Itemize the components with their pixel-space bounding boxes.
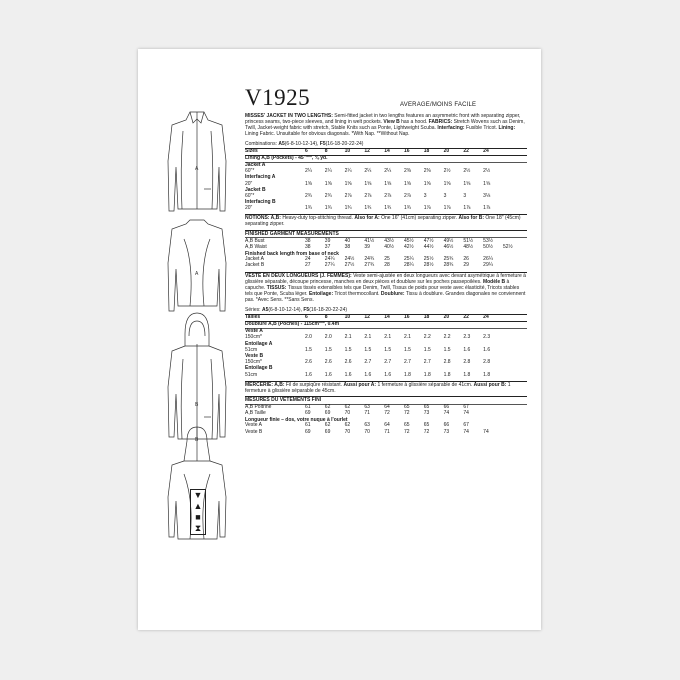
pattern-info	[245, 114, 527, 436]
english-finished-row-cell: 46½	[443, 243, 454, 250]
english-sizes-row-cell: 14	[384, 147, 390, 154]
english-sizes-row-cell: 20	[443, 147, 450, 154]
french-sizes-row-cell: 8	[324, 313, 328, 320]
pattern-envelope-back	[138, 49, 541, 630]
french-finished-row-label: A,B Taille	[245, 409, 266, 416]
fr-description-title: VESTE EN DEUX LONGUEURS (J. FEMMES):	[245, 273, 352, 280]
french-yardage-row-cell: 2.6	[305, 359, 312, 366]
english-sizes-row-cell: 12	[364, 147, 370, 154]
english-finished-row-cell: 49½	[443, 237, 454, 244]
english-yardage-row-cell: 2½	[463, 168, 471, 175]
mercerie-b-text: 1 fermeture à glissière séparable de 45cm.	[245, 381, 511, 394]
french-back-length-title: Longueur finie – dos, votre nuque à l'ourlet	[245, 417, 348, 424]
english-back-length-row-cell: 29¼	[483, 262, 493, 269]
english-sizes-row-cell: 22	[463, 147, 469, 154]
notions-also-b: Also for B:	[458, 215, 485, 222]
english-back-length-row-cell: 28½	[423, 262, 434, 269]
english-notions	[245, 214, 527, 228]
french-yardage-row-cell: 1.8	[443, 371, 451, 378]
french-mercerie	[245, 381, 527, 395]
french-yardage-row	[245, 348, 527, 354]
french-yardage-row-cell: 1.6	[324, 371, 332, 378]
english-yardage-row-cell: 1⅝	[423, 180, 431, 187]
french-yardage-row-cell: 1.5	[423, 346, 431, 353]
french-sizes-row-label: Tailles	[245, 313, 261, 320]
english-yardage-row-cell: 2⅞	[344, 192, 352, 199]
english-yardage-row-cell: 1⅝	[403, 180, 411, 187]
french-back-length-row-cell: 66	[443, 422, 450, 429]
english-yardage-name-label: Jacket A	[245, 162, 266, 169]
english-finished-row-cell: 39	[324, 237, 331, 244]
french-yardage-name-label: Veste A	[245, 328, 263, 335]
english-sizes-row-cell: 6	[305, 147, 308, 154]
english-yardage-row-cell: 1¾	[344, 205, 352, 212]
french-yardage-row-cell: 1.5	[324, 346, 332, 353]
english-yardage-row-cell: 2¼	[364, 168, 372, 175]
french-yardage-name-label: Entoilage B	[245, 365, 273, 372]
fr-modele-b-text: à capuche.	[245, 279, 510, 292]
english-yardage-row-cell: 1⅝	[344, 180, 352, 187]
english-yardage-row-cell: 2½	[443, 168, 451, 175]
series-a5-sizes: (6-8-10-12-14),	[268, 306, 304, 313]
french-sizes-row-cell: 16	[403, 313, 410, 320]
combo-f5-sizes: (16-18-20-22-24)	[325, 140, 364, 147]
french-yardage-name-label: Veste B	[245, 353, 264, 360]
english-back-length-row-label: Jacket A	[245, 256, 264, 263]
english-yardage-row-cell: 2½	[483, 168, 491, 175]
mercerie-also-a: Aussi pour A:	[343, 381, 377, 388]
english-finished-row-cell: 38	[305, 243, 311, 250]
french-finished-row-cell: 70	[344, 409, 351, 416]
english-back-length-row-cell: 28¾	[443, 262, 454, 269]
english-yardage-table	[245, 148, 527, 213]
english-yardage-row-cell: 2¼	[384, 168, 392, 175]
french-yardage-row-cell: 1.5	[305, 346, 312, 353]
french-back-length-row-cell: 70	[364, 428, 370, 435]
english-finished-row-cell: 43½	[384, 237, 394, 244]
english-back-length-row-cell: 24¾	[364, 256, 375, 263]
english-yardage-row-cell: 2⅞	[384, 192, 392, 199]
english-back-length-row-cell: 27	[305, 262, 311, 269]
french-back-length-row-cell: 61	[305, 422, 311, 429]
french-back-length-row-cell: 64	[384, 422, 390, 429]
french-yardage-row-label: 51cm	[245, 346, 258, 353]
english-finished-row-cell: 52½	[502, 243, 513, 250]
interfacing-label: Interfacing:	[437, 124, 465, 131]
french-yardage-row-cell: 2.7	[423, 359, 431, 366]
english-yardage-row-cell: 3	[423, 192, 427, 199]
english-finished-row-cell: 39	[364, 243, 370, 250]
english-yardage-row-cell: 2⅞	[403, 192, 411, 199]
english-yardage-row	[245, 194, 527, 200]
french-finished-row-cell: 69	[305, 409, 311, 416]
english-lining-row-label: Lining A,B (Pockets) - 45"***, ⅜ yd.	[245, 154, 328, 161]
english-yardage-row-label: 60"*	[245, 168, 255, 175]
description-body: Semi-fitted jacket in two lengths features an asymmetric front with separating zipper, princess seams, two-piece sleeves, and lining in welt pockets.	[245, 113, 521, 125]
fr-entoilage-label: Entoilage:	[308, 291, 334, 298]
english-finished-row-cell: 38	[305, 237, 311, 244]
english-sizes-row-cell: 16	[403, 147, 410, 154]
english-lining-row	[245, 156, 527, 163]
view-label-a-back: A	[195, 271, 199, 277]
english-finished-row-cell: 47½	[423, 237, 434, 244]
french-yardage-row	[245, 335, 527, 341]
french-yardage-table	[245, 314, 527, 379]
english-sizes-row-cell: 10	[344, 147, 351, 154]
french-yardage-row-cell: 2.1	[384, 334, 392, 341]
english-back-length-row-cell: 25¼	[403, 256, 414, 263]
description-title: MISSES' JACKET IN TWO LENGTHS:	[245, 113, 333, 119]
english-yardage-row-cell: 1⅝	[384, 180, 392, 187]
notions-a-text: One 16" (41cm) separating zipper.	[379, 215, 459, 222]
english-back-length-row-cell: 25	[384, 256, 390, 263]
english-description	[245, 114, 527, 138]
english-back-length-row-cell: 28¼	[403, 262, 414, 269]
french-finished-row-cell: 74	[463, 409, 469, 416]
french-sizes-row-cell: 24	[483, 313, 489, 320]
french-sizes-row-cell: 10	[344, 313, 351, 320]
english-yardage-row-cell: 1⅝	[463, 180, 471, 187]
french-finished-row-cell: 74	[443, 409, 450, 416]
english-back-length-row-cell: 25¾	[443, 256, 454, 263]
english-yardage-row-cell: 1⅞	[423, 205, 431, 212]
french-yardage-row-cell: 2.0	[324, 334, 332, 341]
french-yardage-name-label: Entoilage A	[245, 340, 273, 347]
fr-tissus-text: Tissus tissés extensibles tels que Denim, Twill, Tissus de poids pour veste avec élasticité, Tricots stables tels que Ponte, Scuba léger.	[245, 285, 520, 298]
french-back-length-row-label: Veste A	[245, 422, 262, 429]
series-a5: A5	[261, 306, 269, 313]
english-back-length-row-cell: 24¼	[324, 256, 335, 263]
french-back-length-row-cell: 71	[384, 428, 390, 435]
english-back-length-row-cell: 24	[305, 256, 311, 263]
english-sizes-row-cell: 24	[483, 147, 489, 154]
english-finished-row-cell: 37	[324, 243, 331, 250]
french-sizes-row-cell: 12	[364, 313, 370, 320]
french-yardage-row-cell: 1.8	[483, 371, 491, 378]
french-back-length-row-cell: 65	[423, 422, 430, 429]
english-yardage-row-cell: 2¾	[305, 192, 312, 199]
french-back-length-row-label: Veste B	[245, 428, 263, 435]
english-yardage-row-label: 20"	[245, 180, 253, 187]
english-finished-row-cell: 38	[344, 243, 351, 250]
english-sizes-row-cell: 8	[324, 147, 328, 154]
english-yardage-row-cell: 1⅝	[324, 180, 332, 187]
notions-b-text: One 18" (45cm) separating zipper.	[245, 215, 521, 228]
french-back-length-row-cell: 72	[423, 428, 430, 435]
mercerie-label: MERCERIE: A,B:	[245, 381, 285, 388]
english-yardage-row-cell: 2¼	[344, 168, 352, 175]
french-description	[245, 272, 527, 304]
english-yardage-row-cell: 1⅞	[483, 205, 491, 212]
triangle-up-icon: ▲	[193, 501, 203, 511]
french-sizes-row-cell: 14	[384, 313, 390, 320]
english-back-length-row-label: Jacket B	[245, 262, 265, 269]
combo-a5: A5	[278, 140, 285, 147]
french-finished-row-cell: 72	[384, 409, 390, 416]
french-yardage-row-cell: 2.2	[443, 334, 451, 341]
english-yardage-row	[245, 206, 527, 212]
english-finished-row-cell: 42½	[403, 243, 414, 250]
fr-modele-b-label: Modèle B	[482, 279, 506, 286]
french-yardage-row-cell: 2.1	[403, 334, 411, 341]
view-b-label: View B	[383, 118, 400, 125]
lining-label: Lining:	[498, 124, 516, 131]
english-yardage-row-cell: 1⅝	[443, 180, 451, 187]
english-yardage-name-label: Interfacing A	[245, 174, 276, 181]
french-yardage-row-cell: 1.5	[364, 346, 372, 353]
french-finished-row-cell: 61	[305, 403, 311, 410]
english-back-length-row-cell: 26¼	[483, 256, 493, 263]
english-yardage-row-cell: 3	[443, 192, 447, 199]
french-yardage-row-cell: 2.7	[364, 359, 372, 366]
french-finished-row-cell: 64	[384, 403, 390, 410]
hourglass-icon: ⧗	[194, 523, 202, 533]
series-label: Séries:	[245, 306, 262, 313]
french-sizes-row-cell: 20	[443, 313, 450, 320]
french-finished-row-cell: 73	[423, 409, 430, 416]
french-yardage-row-cell: 1.8	[463, 371, 471, 378]
notch-symbol-key	[190, 489, 206, 535]
fr-description-body: Veste semi-ajustée en deux longueurs avec devant asymétrique à fermeture à glissière séparable, découpe princesse, manches en deux pièces et doublure sur les poches passepoilées.	[245, 273, 526, 286]
english-yardage-row-cell: 2¼	[324, 168, 332, 175]
french-yardage-row-cell: 2.1	[344, 334, 352, 341]
mercerie-also-b: Aussi pour B:	[473, 381, 507, 388]
mercerie-text: Fil de surpiqûre résistant.	[284, 381, 344, 388]
english-yardage-row-cell: 1⅝	[483, 180, 491, 187]
mercerie-a-text: 1 fermeture à glissière séparable de 41cm.	[376, 381, 474, 388]
english-yardage-row-cell: 1⅞	[463, 205, 471, 212]
french-finished-measurements	[245, 396, 527, 435]
english-finished-measurements	[245, 230, 527, 269]
french-finished-title: MESURES DU VÊTEMENTS FINI	[245, 396, 527, 404]
english-yardage-row-cell: 1¾	[384, 205, 392, 212]
french-back-length-row-cell: 69	[324, 428, 331, 435]
french-yardage-row-cell: 2.6	[344, 359, 352, 366]
fr-doublure-text: Tissu à doublure. Grandes diagonales ne conviennent pas. *Avec Sens. **Sans Sens.	[245, 291, 526, 303]
english-yardage-row-cell: 1⅝	[305, 180, 312, 187]
series-f5: F5	[303, 306, 310, 313]
english-back-length-row	[245, 263, 527, 269]
pattern-number: V1925	[245, 85, 311, 110]
french-sizes-row-cell: 6	[305, 313, 308, 320]
interfacing-text: Fusible Tricot.	[464, 124, 499, 131]
french-sizes-row-cell: 18	[423, 313, 430, 320]
french-yardage-row-cell: 1.8	[423, 371, 431, 378]
english-yardage-row-cell: 3	[463, 192, 467, 199]
french-lining-row	[245, 322, 527, 329]
english-yardage-row-cell: 1⅞	[443, 205, 451, 212]
french-yardage-row-label: 51cm	[245, 371, 258, 378]
french-back-length-row-cell: 63	[364, 422, 370, 429]
french-finished-row-cell: 63	[364, 403, 370, 410]
english-finished-row-cell: 45½	[403, 237, 414, 244]
french-yardage-row-cell: 1.8	[403, 371, 411, 378]
english-finished-row-cell: 41½	[364, 237, 375, 244]
english-finished-row	[245, 245, 527, 251]
series-f5-sizes: (16-18-20-22-24)	[309, 306, 348, 313]
french-back-length-row-cell: 70	[344, 428, 351, 435]
view-label-a-front: A	[195, 166, 199, 172]
english-yardage-row-label: 20"	[245, 205, 253, 212]
lining-text: Lining Fabric. Unsuitable for obvious diagonals. *With Nap. **Without Nap.	[245, 130, 410, 137]
english-finished-row-label: A,B Bust	[245, 237, 265, 244]
french-back-length-row-cell: 72	[403, 428, 410, 435]
english-back-length-row-cell: 27½	[344, 262, 355, 269]
english-finished-row-label: A,B Waist	[245, 243, 267, 250]
fabrics-text: Stretch Wovens such as Denim, Twill, Jacket-weight fabric with stretch, Stable Knits such as Ponte, Lightweight Scuba.	[245, 118, 525, 131]
french-yardage-row-cell: 1.6	[463, 346, 471, 353]
french-yardage-row-cell: 2.7	[403, 359, 411, 366]
square-icon: ■	[195, 512, 201, 522]
english-yardage-row-cell: 1⅝	[364, 180, 372, 187]
english-yardage-row-cell: 1¾	[364, 205, 372, 212]
french-yardage-row-cell: 2.8	[443, 359, 451, 366]
jacket-b-front-drawing	[168, 313, 226, 439]
french-back-length-row-cell: 73	[443, 428, 450, 435]
jacket-a-front-drawing	[168, 112, 226, 211]
french-finished-row-cell: 65	[403, 403, 410, 410]
english-finished-row-cell: 44½	[423, 243, 434, 250]
english-sizes-row-cell: 18	[423, 147, 430, 154]
french-finished-row-label: A,B Poitrine	[245, 403, 272, 410]
view-label-b-back: B	[195, 437, 199, 443]
english-back-length-row-cell: 28	[384, 262, 390, 269]
combo-f5: F5	[319, 140, 326, 147]
english-back-length-row-cell: 27¼	[324, 262, 335, 269]
french-yardage-row-cell: 2.2	[423, 334, 431, 341]
fabrics-label: FABRICS:	[428, 118, 453, 125]
english-yardage-row-cell: 1¾	[305, 205, 312, 212]
french-yardage-row	[245, 360, 527, 366]
english-finished-row-cell: 53½	[483, 237, 493, 244]
french-finished-row-cell: 62	[324, 403, 331, 410]
french-sizes-row-cell: 22	[463, 313, 469, 320]
triangle-down-icon: ▼	[193, 490, 203, 500]
french-yardage-row-cell: 2.3	[483, 334, 491, 341]
english-yardage-name-label: Jacket B	[245, 186, 266, 193]
french-finished-row-cell: 62	[344, 403, 351, 410]
french-yardage-row-cell: 1.5	[384, 346, 392, 353]
view-b-text: has a hood.	[399, 118, 429, 125]
notions-text: Heavy-duty top-stitching thread.	[280, 215, 355, 222]
french-yardage-row-cell: 1.6	[305, 371, 312, 378]
english-yardage-row-label: 60"*	[245, 192, 255, 199]
french-yardage-row-cell: 1.5	[344, 346, 352, 353]
english-yardage-row-cell: 1¾	[403, 205, 411, 212]
french-back-length-row-cell: 62	[344, 422, 351, 429]
french-yardage-row-cell: 1.6	[364, 371, 372, 378]
french-yardage-row-label: 150cm*	[245, 359, 262, 366]
french-yardage-row-cell: 1.6	[384, 371, 392, 378]
french-back-length-row-cell: 62	[324, 422, 331, 429]
french-yardage-row-cell: 2.7	[384, 359, 392, 366]
english-yardage-row-cell: 2⅞	[364, 192, 372, 199]
combinations-label: Combinations:	[245, 140, 279, 147]
french-back-length-row-cell: 69	[305, 428, 311, 435]
french-lining-row-label: Doublure A,B (Poches) - 115cm***, 0.4m	[245, 321, 340, 328]
english-finished-row-cell: 50½	[483, 243, 493, 250]
french-yardage-row-cell: 2.3	[463, 334, 471, 341]
french-back-length-row-cell: 74	[483, 428, 489, 435]
notions-label: NOTIONS: A,B:	[245, 215, 281, 222]
english-yardage-row	[245, 169, 527, 175]
french-back-length-row-cell: 65	[403, 422, 410, 429]
french-yardage-row-cell: 1.5	[403, 346, 411, 353]
combo-a5-sizes: (6-8-10-12-14),	[284, 140, 320, 147]
english-finished-title: FINISHED GARMENT MEASUREMENTS	[245, 230, 527, 238]
english-back-length-row-cell: 27¾	[364, 262, 375, 269]
french-yardage-row-cell: 1.6	[483, 346, 491, 353]
french-yardage-row-label: 150cm*	[245, 334, 262, 341]
english-finished-row-cell: 51½	[463, 237, 474, 244]
french-back-length-row	[245, 429, 527, 435]
english-yardage-row-cell: 2⅜	[403, 168, 411, 175]
french-back-length-row-cell: 67	[463, 422, 469, 429]
english-yardage-row	[245, 181, 527, 187]
english-back-length-row-cell: 24½	[344, 256, 355, 263]
english-finished-row-cell: 40½	[384, 243, 394, 250]
english-back-length-row-cell: 29	[463, 262, 469, 269]
english-yardage-row-cell: 2¼	[305, 168, 312, 175]
french-finished-row-cell: 67	[463, 403, 469, 410]
french-finished-row-cell: 69	[324, 409, 331, 416]
french-yardage-row-cell: 2.8	[463, 359, 471, 366]
english-finished-row-cell: 48½	[463, 243, 474, 250]
english-yardage-row-cell: 3⅛	[483, 192, 491, 199]
fr-entoilage-text: Tricot thermocollant.	[333, 291, 381, 298]
english-sizes-row-label: Sizes	[245, 147, 258, 154]
french-yardage-row-cell: 1.6	[344, 371, 352, 378]
french-finished-row-cell: 66	[443, 403, 450, 410]
french-finished-row-cell: 65	[423, 403, 430, 410]
french-finished-row-cell: 71	[364, 409, 370, 416]
jacket-a-back-drawing	[168, 220, 226, 311]
french-yardage-row	[245, 372, 527, 378]
english-yardage-row-cell: 2⅜	[423, 168, 431, 175]
english-yardage-row-cell: 1¾	[324, 205, 332, 212]
english-finished-row-cell: 40	[344, 237, 351, 244]
english-back-length-row-cell: 25½	[423, 256, 434, 263]
french-yardage-row-cell: 1.5	[443, 346, 451, 353]
difficulty-rating: AVERAGE/MOINS FACILE	[400, 102, 477, 108]
french-finished-row-cell: 72	[403, 409, 410, 416]
english-yardage-name-label: Interfacing B	[245, 199, 276, 206]
french-yardage-row-cell: 2.6	[324, 359, 332, 366]
french-yardage-row-cell: 2.8	[483, 359, 491, 366]
fr-doublure-label: Doublure:	[380, 291, 405, 298]
french-yardage-row-cell: 2.0	[305, 334, 312, 341]
notions-also-a: Also for A:	[354, 215, 380, 222]
english-back-length-row-cell: 26	[463, 256, 469, 263]
fr-tissus-label: TISSUS:	[266, 285, 287, 292]
french-back-length-row-cell: 74	[463, 428, 469, 435]
english-back-length-title: Finished back length from base of neck	[245, 250, 339, 257]
french-yardage-row-cell: 2.1	[364, 334, 372, 341]
view-label-b-front: B	[195, 402, 199, 408]
english-yardage-row-cell: 2¾	[324, 192, 332, 199]
